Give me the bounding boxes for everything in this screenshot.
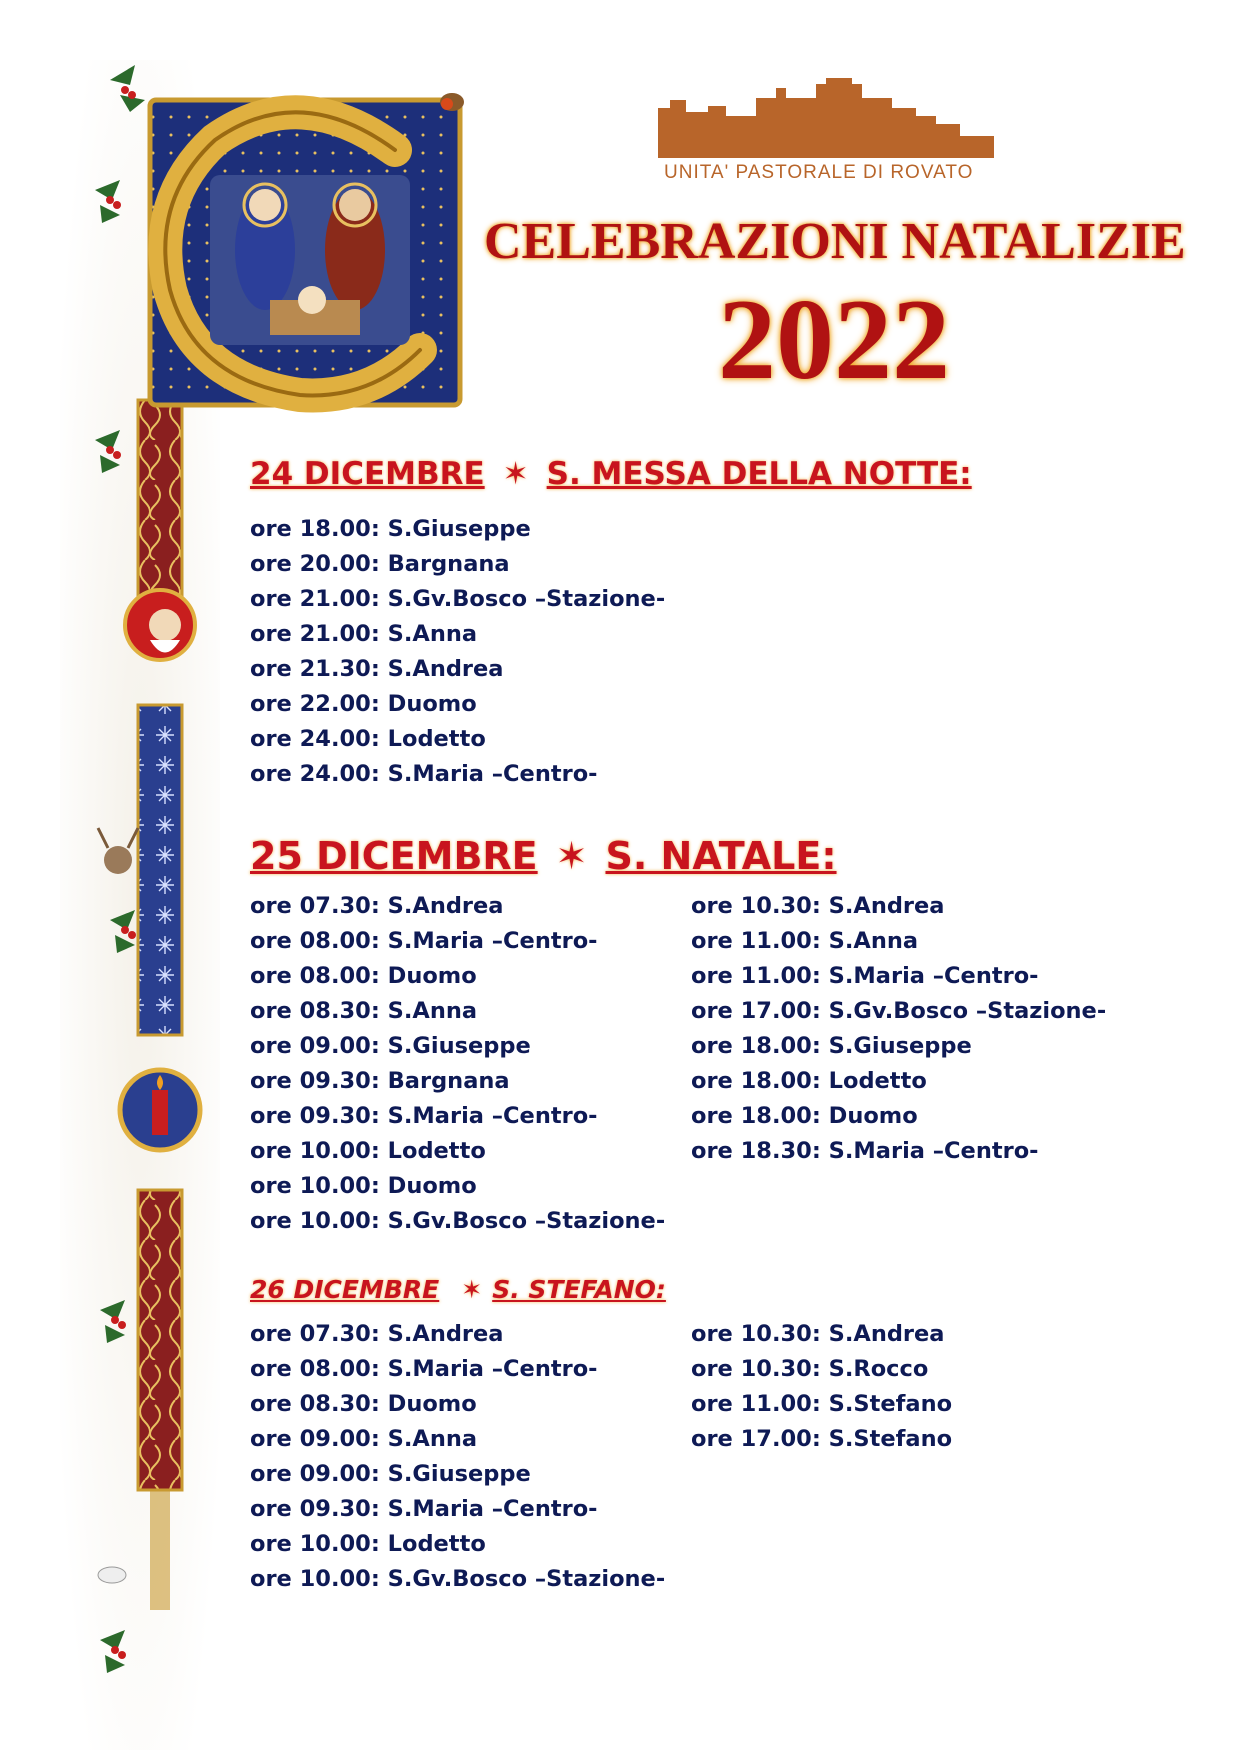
star-icon: ✶: [502, 456, 529, 492]
list-item: ore 11.00: S.Stefano: [691, 1391, 953, 1417]
schedule-25-left-list: [250, 889, 665, 1239]
list-item: ore 18.00: Lodetto: [691, 1068, 927, 1094]
list-item: ore 10.00: Duomo: [250, 1173, 477, 1199]
list-item: ore 24.00: S.Maria –Centro-: [250, 761, 598, 787]
section-title: S. STEFANO:: [492, 1275, 666, 1304]
list-item: ore 11.00: S.Maria –Centro-: [691, 963, 1039, 989]
list-item: ore 17.00: S.Stefano: [691, 1426, 953, 1452]
logo-text: UNITA' PASTORALE DI ROVATO: [664, 162, 974, 183]
list-item: ore 17.00: S.Gv.Bosco –Stazione-: [691, 998, 1107, 1024]
list-item: ore 08.00: S.Maria –Centro-: [250, 928, 598, 954]
list-item: ore 21.00: S.Gv.Bosco –Stazione-: [250, 586, 666, 612]
list-item: ore 09.30: S.Maria –Centro-: [250, 1496, 598, 1522]
list-item: ore 08.30: S.Anna: [250, 998, 478, 1024]
list-item: ore 22.00: Duomo: [250, 691, 477, 717]
section-date: 24 DICEMBRE: [250, 456, 485, 492]
list-item: ore 20.00: Bargnana: [250, 551, 510, 577]
list-item: ore 21.00: S.Anna: [250, 621, 478, 647]
section-heading-25-dicembre: [250, 834, 837, 878]
section-heading-26-dicembre: [250, 1275, 666, 1304]
section-heading-24-dicembre: [250, 456, 972, 492]
star-icon: ✶: [461, 1275, 483, 1304]
list-item: ore 21.30: S.Andrea: [250, 656, 504, 682]
list-item: ore 10.00: S.Gv.Bosco –Stazione-: [250, 1566, 666, 1592]
town-skyline-icon: [658, 78, 994, 158]
page-year: 2022: [718, 276, 950, 404]
list-item: ore 18.30: S.Maria –Centro-: [691, 1138, 1039, 1164]
list-item: ore 07.30: S.Andrea: [250, 893, 504, 919]
list-item: ore 10.30: S.Andrea: [691, 1321, 945, 1347]
section-title: S. NATALE:: [605, 834, 837, 878]
list-item: ore 07.30: S.Andrea: [250, 1321, 504, 1347]
list-item: ore 10.00: S.Gv.Bosco –Stazione-: [250, 1208, 666, 1234]
list-item: ore 08.30: Duomo: [250, 1391, 477, 1417]
list-item: ore 08.00: S.Maria –Centro-: [250, 1356, 598, 1382]
list-item: ore 08.00: Duomo: [250, 963, 477, 989]
list-item: ore 18.00: S.Giuseppe: [250, 516, 531, 542]
star-icon: ✶: [555, 834, 588, 878]
list-item: ore 10.30: S.Rocco: [691, 1356, 929, 1382]
schedule-25-right-list: [691, 889, 1106, 1169]
page-title: CELEBRAZIONI NATALIZIE: [484, 213, 1186, 270]
schedule-26-left-list: [250, 1317, 665, 1597]
list-item: ore 09.30: S.Maria –Centro-: [250, 1103, 598, 1129]
list-item: ore 09.00: S.Giuseppe: [250, 1461, 531, 1487]
list-item: ore 18.00: S.Giuseppe: [691, 1033, 972, 1059]
list-item: ore 24.00: Lodetto: [250, 726, 486, 752]
list-item: ore 09.00: S.Anna: [250, 1426, 478, 1452]
list-item: ore 11.00: S.Anna: [691, 928, 919, 954]
list-item: ore 10.00: Lodetto: [250, 1531, 486, 1557]
section-date: 26 DICEMBRE: [250, 1275, 440, 1304]
parish-logo: [658, 78, 994, 186]
list-item: ore 09.30: Bargnana: [250, 1068, 510, 1094]
section-title: S. MESSA DELLA NOTTE:: [546, 456, 972, 492]
list-item: ore 09.00: S.Giuseppe: [250, 1033, 531, 1059]
section-date: 25 DICEMBRE: [250, 834, 538, 878]
list-item: ore 10.00: Lodetto: [250, 1138, 486, 1164]
list-item: ore 18.00: Duomo: [691, 1103, 918, 1129]
schedule-24-list: [250, 512, 665, 792]
schedule-26-right-list: [691, 1317, 952, 1457]
list-item: ore 10.30: S.Andrea: [691, 893, 945, 919]
